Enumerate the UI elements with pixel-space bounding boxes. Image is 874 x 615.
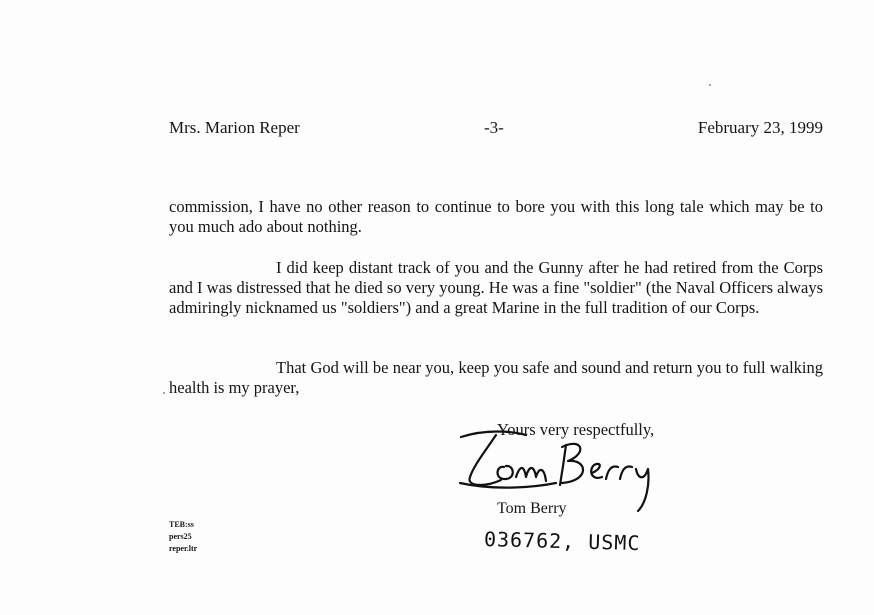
letter-date: February 23, 1999 [697,118,823,137]
typed-signer-name: Tom Berry [497,500,567,517]
closing-salutation: Yours very respectfully, [497,420,655,439]
ref-line: pers25 [169,532,192,541]
reference-initials [169,519,197,555]
page-number: -3- [484,118,504,137]
ref-line: TEB:ss [169,520,194,529]
scan-speck [163,392,165,394]
scan-speck [709,84,711,86]
letter-header [0,118,874,140]
body-paragraph: commission, I have no other reason to continue to bore you with this long tale which may be to you much ado about nothing. [169,197,823,237]
ref-line: reper.ltr [169,544,198,553]
recipient-name: Mrs. Marion Reper [169,118,300,137]
handwritten-serial-number: 036762, USMC [483,527,641,556]
body-paragraph: That God will be near you, keep you safe and sound and return you to full walking health is my prayer, [169,358,823,398]
body-paragraph: I did keep distant track of you and the Gunny after he had retired from the Corps and I was distressed that he died so very young. He was a fine "soldier" (the Naval Officers always admiringly nicknamed us "soldiers") and a great Marine in the full tradition of our Corps. [169,258,823,318]
